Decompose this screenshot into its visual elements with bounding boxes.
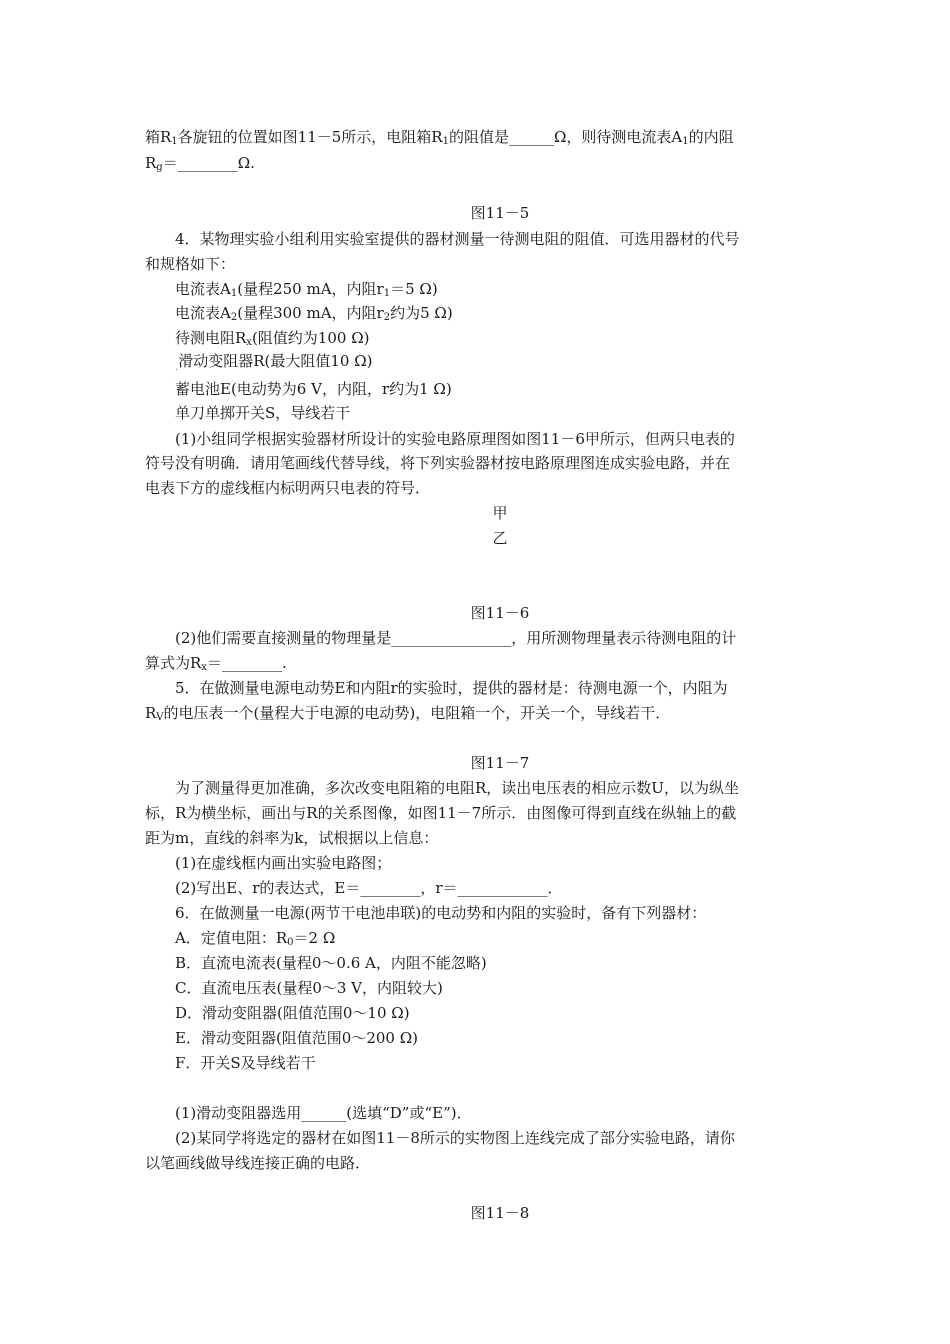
q4-part1-line-3: 电表下方的虚线框内标明两只电表的符号．	[145, 479, 431, 497]
subscript: 1	[171, 136, 178, 147]
text: ＝5 Ω)	[390, 280, 438, 298]
text: 的内阻	[688, 128, 734, 146]
q5-para-2: 标，R为横坐标，画出与R的关系图像，如图11－7所示．由图像可得到直线在纵轴上的截	[145, 804, 737, 822]
q5-sub-2: (2)写出E、r的表达式，E＝________，r＝____________．	[175, 879, 563, 897]
q5-line-1: 5．在做测量电源电动势E和内阻r的实验时，提供的器材是：待测电源一个，内阻为	[175, 679, 728, 697]
q4-intro-1: 4．某物理实验小组利用实验室提供的器材测量一待测电阻的阻值．可选用器材的代号	[175, 230, 740, 248]
q5-para-1: 为了测量得更加准确，多次改变电阻箱的电阻R，读出电压表的相应示数U，以为纵坐	[175, 779, 739, 797]
q5-line-2	[145, 703, 670, 723]
q6-sub-2-line-1: (2)某同学将选定的器材在如图11－8所示的实物图上连线完成了部分实验电路，请你	[175, 1129, 735, 1147]
figure-label-yi: 乙	[492, 529, 508, 547]
text: ＝________Ω.	[162, 154, 255, 172]
q6-item-c: C．直流电压表(量程0～3 V，内阻较大)	[175, 979, 443, 997]
q4-resistor-rx	[175, 328, 369, 348]
figure-caption-11-7: 图11－7	[470, 754, 530, 772]
text: 箱R	[145, 128, 172, 146]
subscript: 2	[383, 312, 391, 323]
subscript: 1	[230, 288, 238, 299]
subscript: x	[201, 662, 207, 673]
q3-line-1	[145, 127, 734, 147]
q4-rheostat	[175, 351, 372, 378]
text: (量程300 mA，内阻r	[237, 304, 384, 322]
subscript: V	[156, 712, 164, 723]
q4-ammeter-a2	[175, 303, 453, 323]
figure-caption-11-8: 图11－8	[470, 1204, 530, 1222]
q4-ammeter-a1	[175, 279, 438, 299]
q6-intro: 6．在做测量一电源(两节干电池串联)的电动势和内阻的实验时，备有下列器材：	[175, 904, 707, 922]
subscript: g	[156, 162, 163, 173]
subscript: 2	[230, 312, 238, 323]
subscript: x	[246, 337, 252, 348]
q4-part1-line-2: 符号没有明确．请用笔画线代替导线，将下列实验器材按电路原理图连成实验电路，并在	[145, 454, 731, 472]
text: (量程250 mA，内阻r	[237, 280, 384, 298]
text: A．定值电阻：R	[175, 929, 288, 947]
text: (阻值约为100 Ω)	[251, 329, 370, 347]
edit-mark-icon: .	[175, 362, 179, 373]
q4-part1-line-1: (1)小组同学根据实验器材所设计的实验电路原理图如图11－6甲所示，但两只电表的	[175, 430, 735, 448]
q4-part2-line-1: (2)他们需要直接测量的物理量是________________，用所测物理量表示待测电阻的计	[175, 629, 737, 647]
text: 约为5 Ω)	[390, 304, 453, 322]
q4-battery: 蓄电池E(电动势为6 V，内阻，r约为1 Ω)	[175, 380, 452, 398]
figure-label-jia: 甲	[492, 504, 508, 522]
text: 电流表A	[175, 280, 231, 298]
text: 的阻值是______Ω，则待测电流表A	[448, 128, 683, 146]
q3-line-2	[145, 153, 255, 173]
text: R	[145, 154, 157, 172]
q4-intro-2: 和规格如下：	[145, 255, 236, 273]
q4-switch: 单刀单掷开关S，导线若干	[175, 404, 351, 422]
text: ＝2 Ω	[293, 929, 336, 947]
figure-caption-11-6: 图11－6	[470, 604, 530, 622]
text: 滑动变阻器R(最大阻值10 Ω)	[178, 352, 373, 370]
figure-caption-11-5: 图11－5	[470, 204, 530, 222]
q6-item-e: E．滑动变阻器(阻值范围0～200 Ω)	[175, 1029, 419, 1047]
text: R	[145, 704, 157, 722]
q6-sub-1: (1)滑动变阻器选用______(选填“D”或“E”)．	[175, 1104, 472, 1122]
text: 算式为R	[145, 654, 202, 672]
q6-item-a	[175, 928, 335, 948]
q4-part2-line-2	[145, 653, 287, 673]
text: 的电压表一个(量程大于电源的电动势)，电阻箱一个，开关一个，导线若干．	[163, 704, 671, 722]
subscript: 1	[682, 136, 689, 147]
subscript: 1	[442, 136, 449, 147]
subscript: 0	[287, 937, 294, 948]
text: 电流表A	[175, 304, 231, 322]
subscript: 1	[383, 288, 391, 299]
q5-para-3: 距为m，直线的斜率为k，试根据以上信息：	[145, 829, 439, 847]
text: 各旋钮的位置如图11－5所示，电阻箱R	[177, 128, 443, 146]
q5-sub-1: (1)在虚线框内画出实验电路图；	[175, 854, 392, 872]
q6-sub-2-line-2: 以笔画线做导线连接正确的电路．	[145, 1154, 371, 1172]
q6-item-f: F．开关S及导线若干	[175, 1054, 316, 1072]
q6-item-d: D．滑动变阻器(阻值范围0～10 Ω)	[175, 1004, 410, 1022]
text: 待测电阻R	[175, 329, 247, 347]
q6-item-b: B．直流电流表(量程0～0.6 A，内阻不能忽略)	[175, 954, 487, 972]
text: ＝________.	[206, 654, 287, 672]
